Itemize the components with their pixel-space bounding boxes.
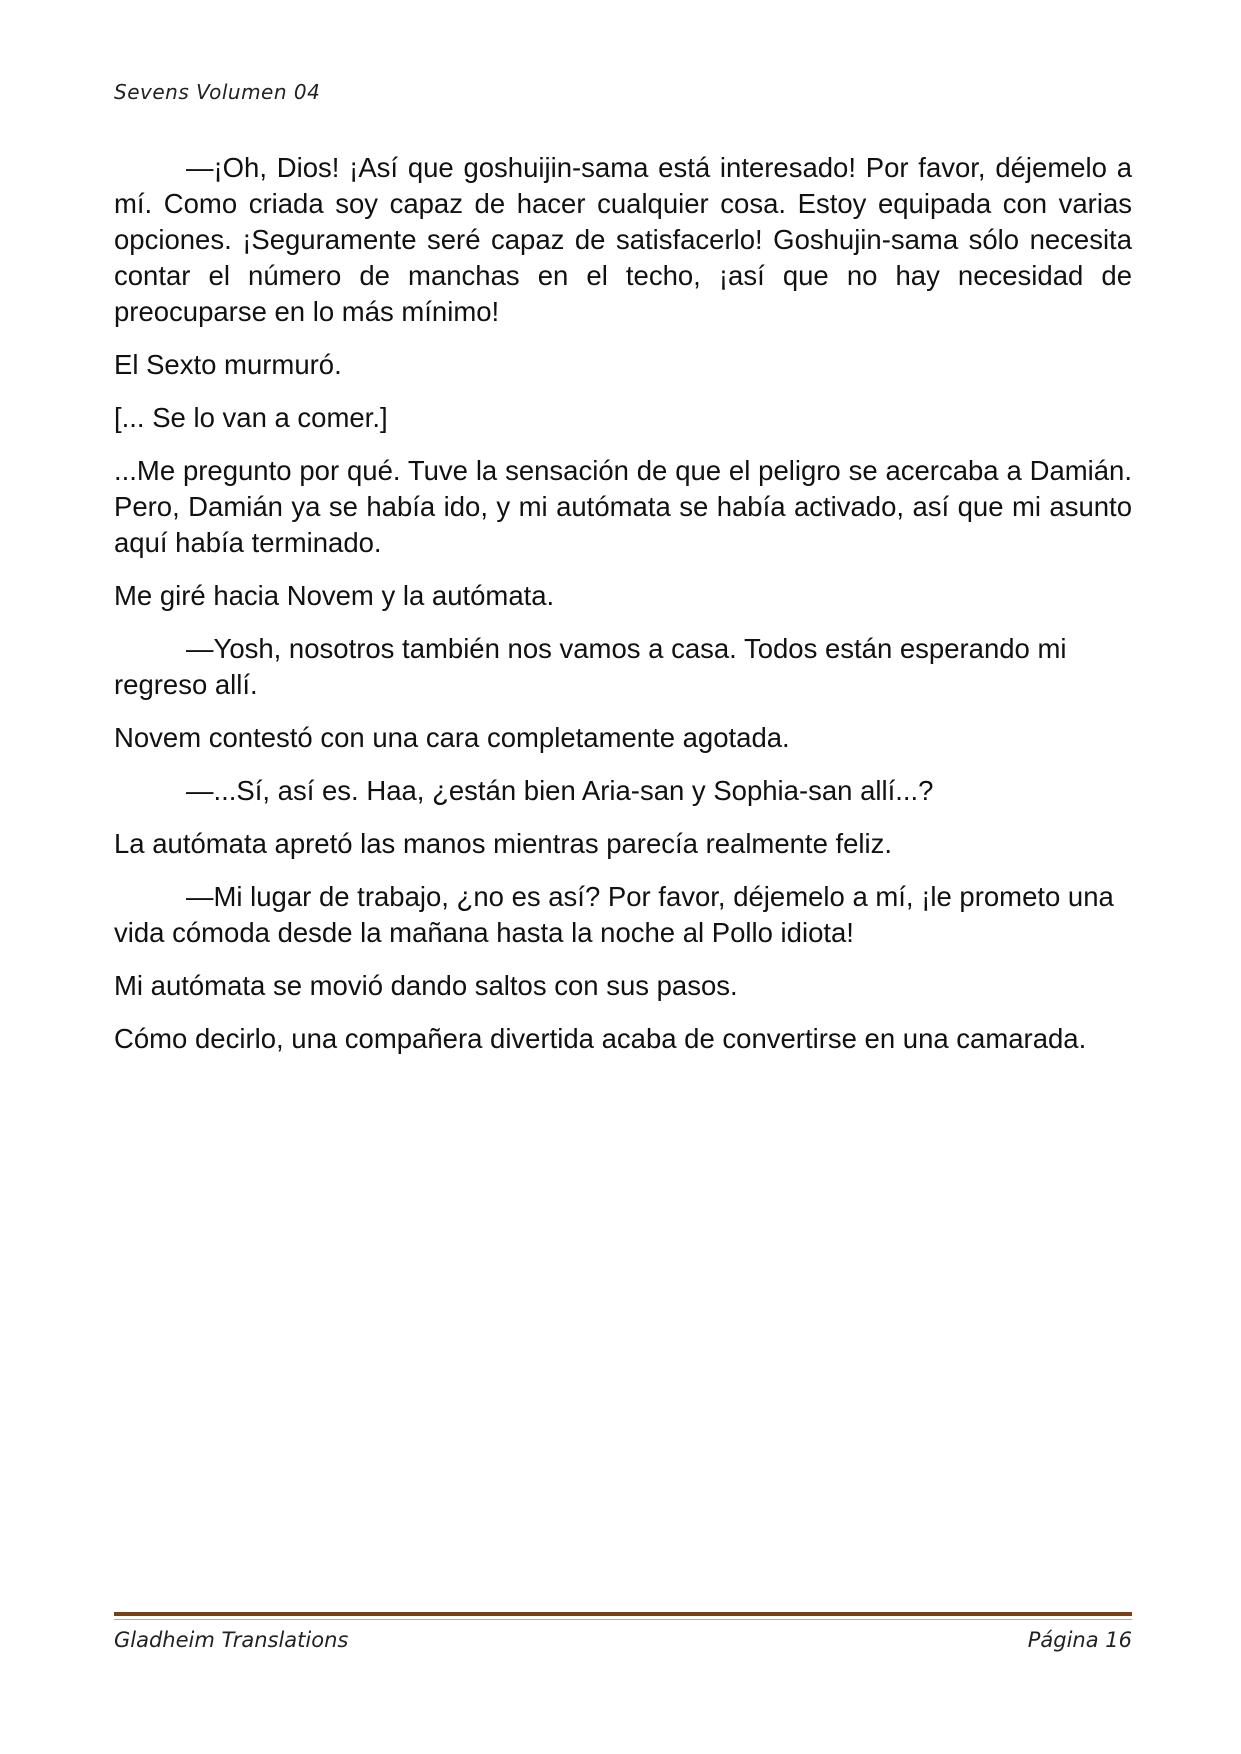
footer-divider-thin bbox=[114, 1619, 1132, 1620]
paragraph: [... Se lo van a comer.] bbox=[114, 402, 388, 433]
paragraph: Me giré hacia Novem y la autómata. bbox=[114, 580, 555, 611]
paragraph: Mi autómata se movió dando saltos con sus pasos. bbox=[114, 970, 738, 1001]
page-number: Página 16 bbox=[1027, 1628, 1132, 1652]
paragraph-dialogue: —Mi lugar de trabajo, ¿no es así? Por favor, déjemelo a mí, ¡le prometo una vida cómoda desde la mañana hasta la noche al Pollo idiota! bbox=[114, 881, 1114, 948]
paragraph: El Sexto murmuró. bbox=[114, 349, 342, 380]
paragraph-dialogue: —Yosh, nosotros también nos vamos a casa. Todos están esperando mi regreso allí. bbox=[114, 633, 1067, 700]
paragraph-dialogue: —¡Oh, Dios! ¡Así que goshuijin-sama está interesado! Por favor, déjemelo a mí. Como criada soy capaz de hacer cualquier cosa. Estoy equipada con varias opciones. ¡Seguramente seré capaz de satisfacerlo! Goshujin-sama sólo necesita contar el número de manchas en el techo, ¡así que no hay necesidad de preocuparse en lo más mínimo! bbox=[114, 152, 1132, 327]
footer-credit: Gladheim Translations bbox=[114, 1628, 349, 1652]
paragraph: Novem contestó con una cara completamente agotada. bbox=[114, 722, 790, 753]
paragraph-dialogue: —...Sí, así es. Haa, ¿están bien Aria-san y Sophia-san allí...? bbox=[186, 775, 934, 806]
footer-divider-thick bbox=[114, 1612, 1132, 1616]
footer-divider bbox=[114, 1612, 1132, 1620]
paragraph: La autómata apretó las manos mientras parecía realmente feliz. bbox=[114, 828, 893, 859]
running-header: Sevens Volumen 04 bbox=[114, 80, 321, 104]
paragraph: ...Me pregunto por qué. Tuve la sensación de que el peligro se acercaba a Damián. Pero, Damián ya se había ido, y mi autómata se había activado, así que mi asunto aquí había terminado. bbox=[114, 455, 1132, 558]
body-text bbox=[114, 150, 1132, 1074]
paragraph: Cómo decirlo, una compañera divertida acaba de convertirse en una camarada. bbox=[114, 1023, 1087, 1054]
